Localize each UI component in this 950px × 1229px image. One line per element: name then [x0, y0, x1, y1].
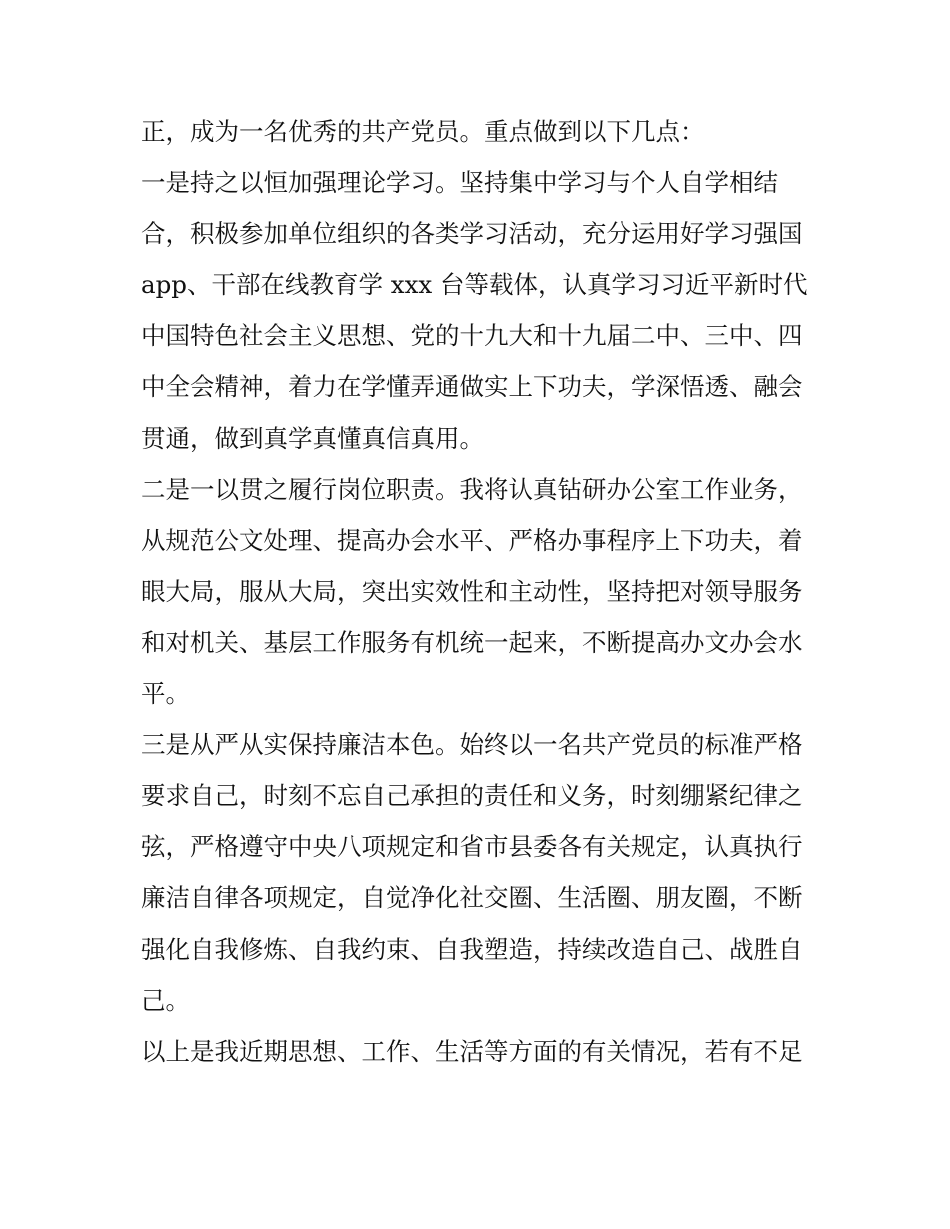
text-line: 廉洁自律各项规定，自觉净化社交圈、生活圈、朋友圈，不断 — [141, 883, 803, 913]
text-line: 己。 — [141, 985, 190, 1015]
text-line: 中国特色社会主义思想、党的十九大和十九届二中、三中、四 — [141, 321, 803, 351]
text-line: 强化自我修炼、自我约束、自我塑造，持续改造自己、战胜自 — [141, 934, 803, 964]
text-line: 要求自己，时刻不忘自己承担的责任和义务，时刻绷紧纪律之 — [141, 781, 803, 811]
document-body — [141, 106, 821, 1077]
text-line: 合，积极参加单位组织的各类学习活动，充分运用好学习强国 — [141, 219, 803, 249]
text-line: 和对机关、基层工作服务有机统一起来，不断提高办文办会水 — [141, 627, 803, 657]
text-line: 三是从严从实保持廉洁本色。始终以一名共产党员的标准严格 — [141, 730, 803, 760]
text-line: 中全会精神，着力在学懂弄通做实上下功夫，学深悟透、融会 — [141, 372, 803, 402]
text-line: 从规范公文处理、提高办会水平、严格办事程序上下功夫，着 — [141, 525, 803, 555]
text-line: 正，成为一名优秀的共产党员。重点做到以下几点： — [141, 117, 705, 146]
text-line: 眼大局，服从大局，突出实效性和主动性，坚持把对领导服务 — [141, 576, 803, 606]
text-line: 二是一以贯之履行岗位职责。我将认真钻研办公室工作业务， — [141, 474, 803, 504]
text-line: 贯通，做到真学真懂真信真用。 — [141, 423, 484, 453]
text-line: 一是持之以恒加强理论学习。坚持集中学习与个人自学相结 — [141, 168, 778, 198]
text-line: 以上是我近期思想、工作、生活等方面的有关情况，若有不足 — [141, 1036, 803, 1066]
text-line: 弦，严格遵守中央八项规定和省市县委各有关规定，认真执行 — [141, 832, 803, 862]
text-line: 平。 — [141, 679, 190, 709]
text-line: app、干部在线教育学 xxx 台等载体，认真学习习近平新时代 — [141, 270, 808, 300]
